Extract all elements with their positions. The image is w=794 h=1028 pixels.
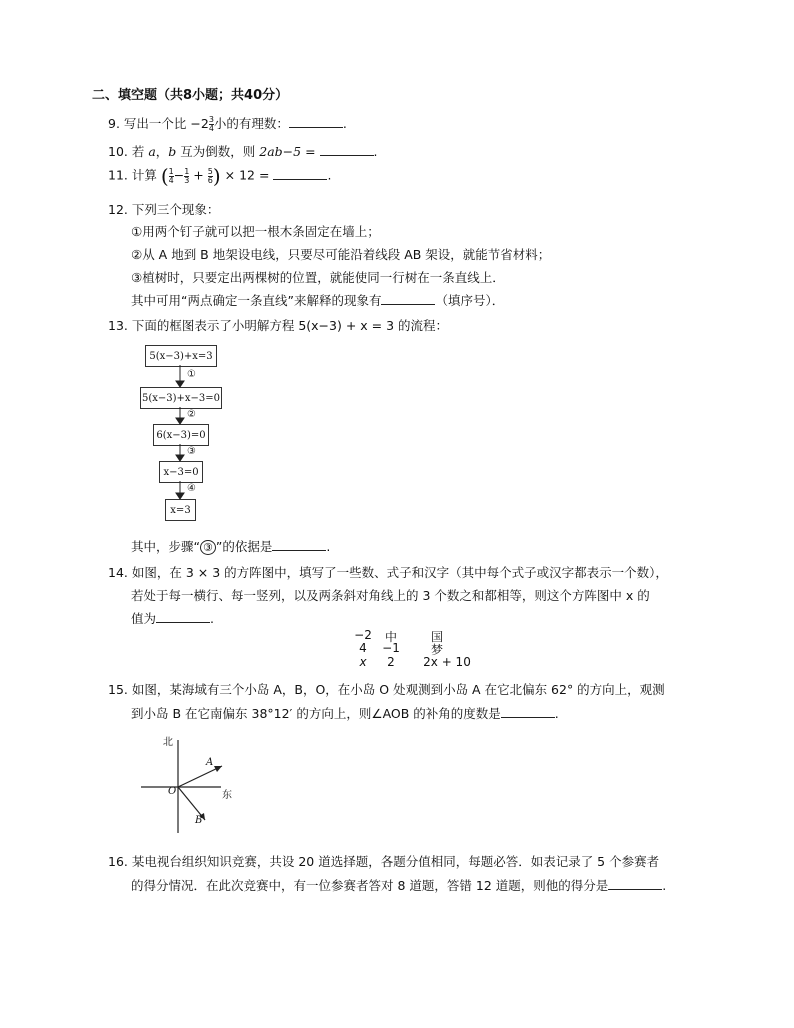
question-11: 11. 计算 ( $\frac{1}{4}$ − $\frac{1}{3}$ + $\frac{5}{6}$ ) × 12 = . bbox=[108, 164, 332, 188]
grid-cell: x bbox=[359, 655, 367, 669]
flow-box-5: x=3 bbox=[165, 499, 196, 521]
q12-title: 12. 下列三个现象： bbox=[108, 202, 220, 217]
grid-cell: 中 bbox=[384, 630, 397, 644]
q12-question: 其中可用“两点确定一条直线”来解释的现象有 （填序号）． bbox=[131, 293, 505, 308]
q12-item-2: ②从 A 地到 B 地架设电线，只要尽可能沿着线段 AB 架设，就能节省材料； bbox=[131, 247, 551, 262]
question-10: 10. 若 a，b 互为倒数，则 2ab−5 = . bbox=[108, 144, 378, 159]
grid-cell: 4 bbox=[359, 641, 367, 655]
point-b-label: B bbox=[195, 815, 203, 826]
q11-answer-blank[interactable] bbox=[273, 167, 327, 180]
q16-answer-blank[interactable] bbox=[608, 877, 662, 890]
north-label: 北 bbox=[163, 737, 173, 748]
q9-fraction: $\frac{3}{4}$ bbox=[208, 115, 214, 133]
q14-answer-blank[interactable] bbox=[156, 610, 210, 623]
q9-pre: 9. 写出一个比 −2 bbox=[108, 116, 209, 131]
q13-title: 13. 下面的框图表示了小明解方程 5(x−3) + x = 3 的流程： bbox=[108, 318, 449, 333]
grid-cell: 2 bbox=[387, 655, 395, 669]
q10-expression: 2ab−5 = bbox=[259, 144, 316, 159]
flow-step-4: ④ bbox=[187, 483, 196, 494]
q12-item-1: ①用两个钉子就可以把一根木条固定在墙上； bbox=[131, 224, 380, 239]
q14-line-2: 若处于每一横行、每一竖列，以及两条斜对角线上的 3 个数之和都相等，则这个方阵图中 x 的 bbox=[131, 588, 650, 603]
q15-answer-blank[interactable] bbox=[501, 705, 555, 718]
q12-item-3: ③植树时，只要定出两棵树的位置，就能使同一行树在一条直线上． bbox=[131, 270, 505, 285]
point-o-label: O bbox=[168, 786, 177, 797]
grid-cell: 国 bbox=[430, 630, 443, 644]
q16-line-1: 16. 某电视台组织知识竞赛，共设 20 道选择题，各题分值相同，每题必答．如表记录了 5 个参赛者 bbox=[108, 854, 660, 869]
q16-line-2: 的得分情况．在此次竞赛中，有一位参赛者答对 8 道题，答错 12 道题，则他的得分是 . bbox=[131, 878, 667, 893]
grid-cell: 梦 bbox=[430, 643, 443, 657]
q13-answer-blank[interactable] bbox=[272, 538, 326, 551]
point-a-label: A bbox=[206, 757, 214, 768]
compass-diagram bbox=[138, 728, 238, 838]
q12-answer-blank[interactable] bbox=[381, 292, 435, 305]
flow-arrows bbox=[170, 365, 190, 500]
q15-line-2: 到小岛 B 在它南偏东 38°12′ 的方向上，则∠AOB 的补角的度数是 . bbox=[131, 706, 559, 721]
q9-answer-blank[interactable] bbox=[289, 115, 343, 128]
q10-answer-blank[interactable] bbox=[320, 143, 374, 156]
east-label: 东 bbox=[222, 790, 232, 801]
question-9: 9. 写出一个比 −2 $\frac{3}{4}$ 小的有理数： . bbox=[108, 115, 347, 133]
flow-step-2: ② bbox=[187, 409, 196, 420]
q9-post: 小的有理数： bbox=[213, 116, 289, 131]
flow-step-1: ① bbox=[187, 369, 196, 380]
grid-cell: −1 bbox=[382, 641, 400, 655]
flow-box-4: x−3=0 bbox=[159, 461, 203, 483]
ray-oa bbox=[178, 766, 222, 787]
flow-box-3: 6(x−3)=0 bbox=[153, 424, 209, 446]
grid-cell: −2 bbox=[354, 628, 372, 642]
grid-cell: 2x + 10 bbox=[423, 655, 471, 669]
flow-box-1: 5(x−3)+x=3 bbox=[145, 345, 217, 367]
flow-box-2: 5(x−3)+x−3=0 bbox=[140, 387, 222, 409]
q14-line-3: 值为 . bbox=[131, 611, 214, 626]
q14-line-1: 14. 如图，在 3 × 3 的方阵图中，填写了一些数、式子和汉字（其中每个式子或汉字都表示一个数）， bbox=[108, 565, 668, 580]
section-title: 二、填空题（共8小题；共40分） bbox=[92, 88, 289, 103]
q13-question: 其中，步骤“ ③ ”的依据是 . bbox=[131, 539, 331, 554]
flow-step-3: ③ bbox=[187, 446, 196, 457]
q15-line-1: 15. 如图，某海域有三个小岛 A，B，O，在小岛 O 处观测到小岛 A 在它北偏东 62° 的方向上，观测 bbox=[108, 682, 665, 697]
